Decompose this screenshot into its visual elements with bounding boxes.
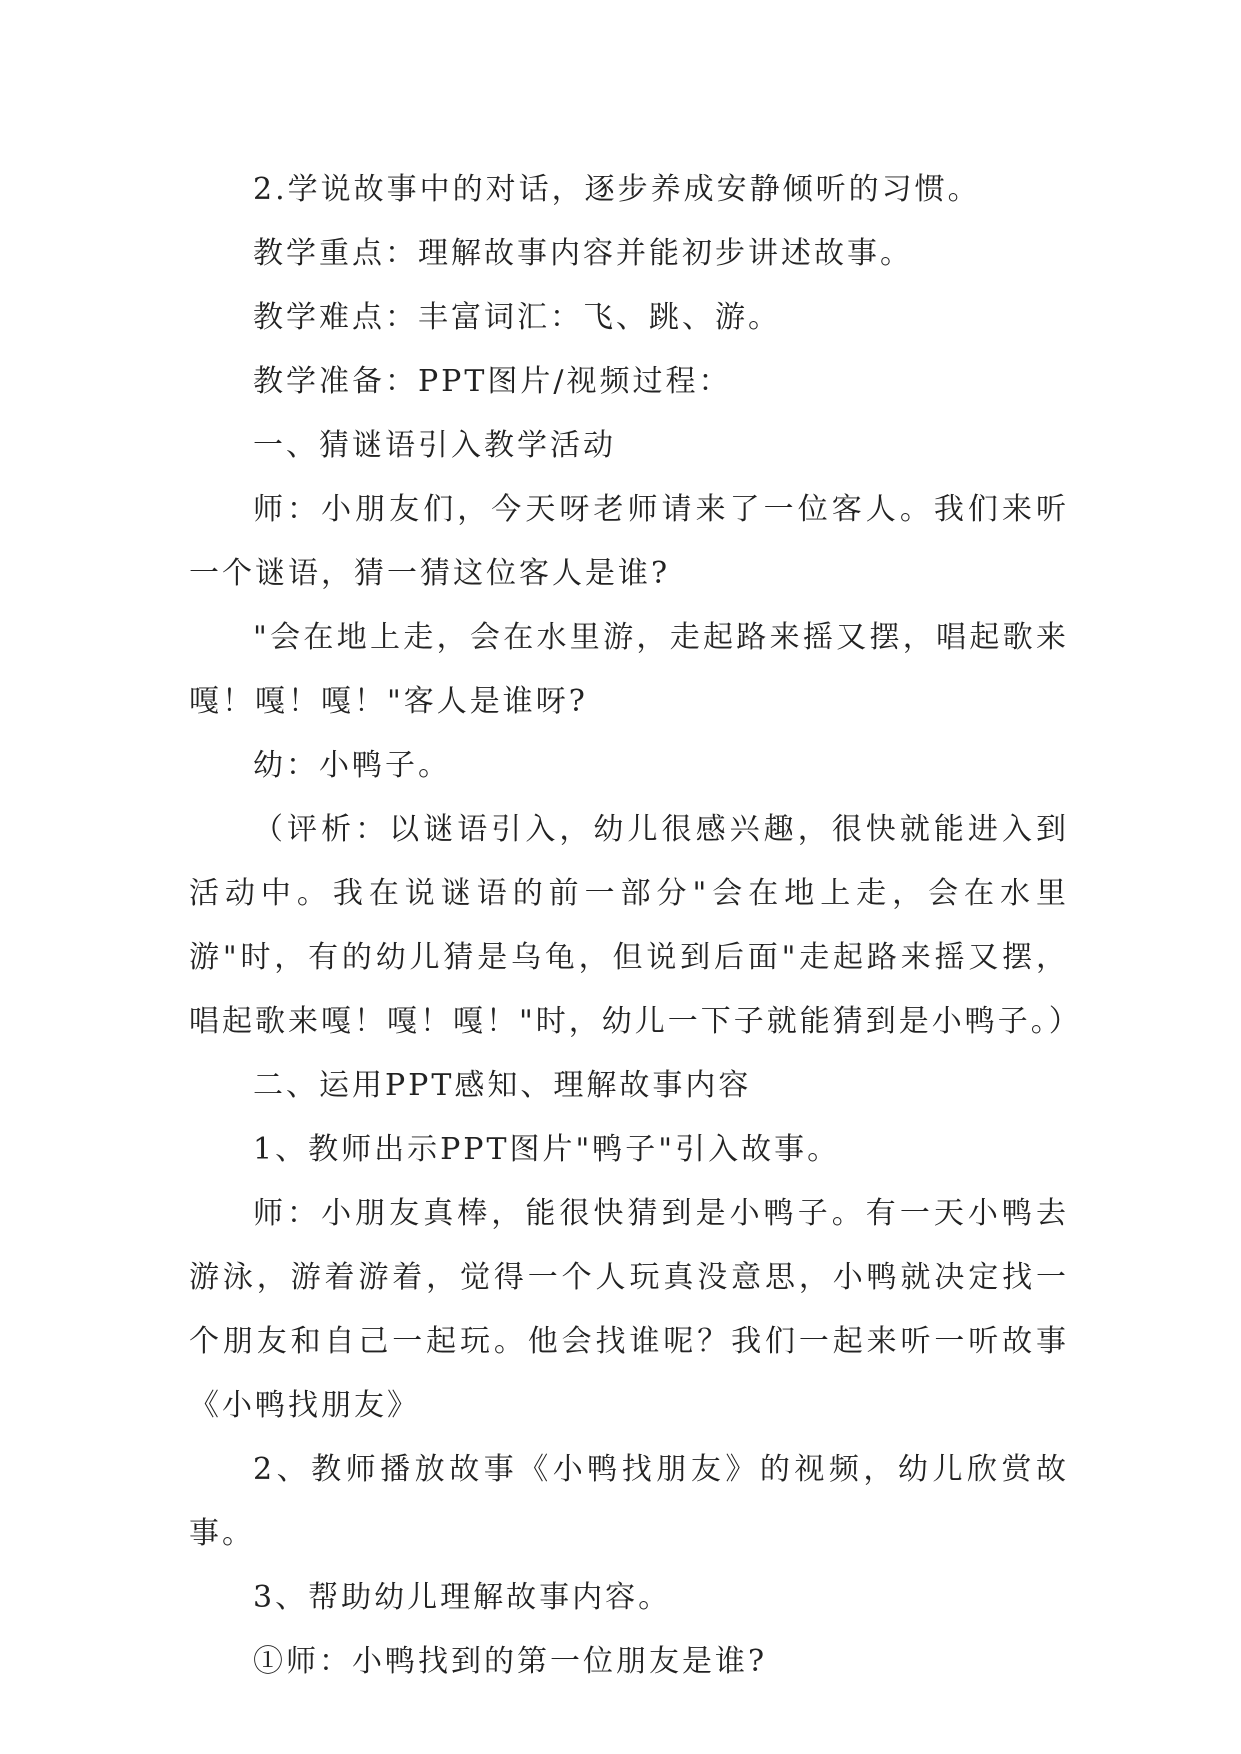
teaching-focus-paragraph: 教学重点：理解故事内容并能初步讲述故事。 bbox=[253, 236, 913, 271]
question-1-paragraph: ①师：小鸭找到的第一位朋友是谁? bbox=[253, 1644, 768, 1679]
child-answer-paragraph: 幼：小鸭子。 bbox=[253, 748, 451, 783]
teaching-difficulty-paragraph: 教学难点：丰富词汇：飞、跳、游。 bbox=[253, 300, 781, 335]
section-heading-2: 二、运用PPT感知、理解故事内容 bbox=[253, 1068, 752, 1103]
teacher-story-intro-paragraph: 师：小朋友真棒，能很快猜到是小鸭子。有一天小鸭去游泳，游着游着，觉得一个人玩真没意思，小鸭就决定找一个朋友和自己一起玩。他会找谁呢？我们一起来听一听故事《小鸭找朋友》 bbox=[189, 1196, 1069, 1423]
section-heading-1: 一、猜谜语引入教学活动 bbox=[253, 428, 616, 463]
teacher-dialogue-paragraph: 师：小朋友们，今天呀老师请来了一位客人。我们来听一个谜语，猜一猜这位客人是谁? bbox=[189, 492, 1069, 591]
step-2-paragraph: 2、教师播放故事《小鸭找朋友》的视频，幼儿欣赏故事。 bbox=[189, 1452, 1069, 1551]
objective-paragraph: 2.学说故事中的对话，逐步养成安静倾听的习惯。 bbox=[253, 172, 981, 207]
document-body bbox=[189, 158, 1082, 1694]
commentary-paragraph: （评析：以谜语引入，幼儿很感兴趣，很快就能进入到活动中。我在说谜语的前一部分"会在地上走，会在水里游"时，有的幼儿猜是乌龟，但说到后面"走起路来摇又摆，唱起歌来嘎！嘎！嘎！"时，幼儿一下子就能猜到是小鸭子。） bbox=[189, 812, 1082, 1039]
teaching-preparation-paragraph: 教学准备：PPT图片/视频过程： bbox=[253, 364, 732, 399]
riddle-paragraph: "会在地上走，会在水里游，走起路来摇又摆，唱起歌来嘎！嘎！嘎！"客人是谁呀? bbox=[189, 620, 1069, 719]
step-3-paragraph: 3、帮助幼儿理解故事内容。 bbox=[253, 1580, 672, 1615]
step-1-paragraph: 1、教师出示PPT图片"鸭子"引入故事。 bbox=[253, 1132, 841, 1167]
